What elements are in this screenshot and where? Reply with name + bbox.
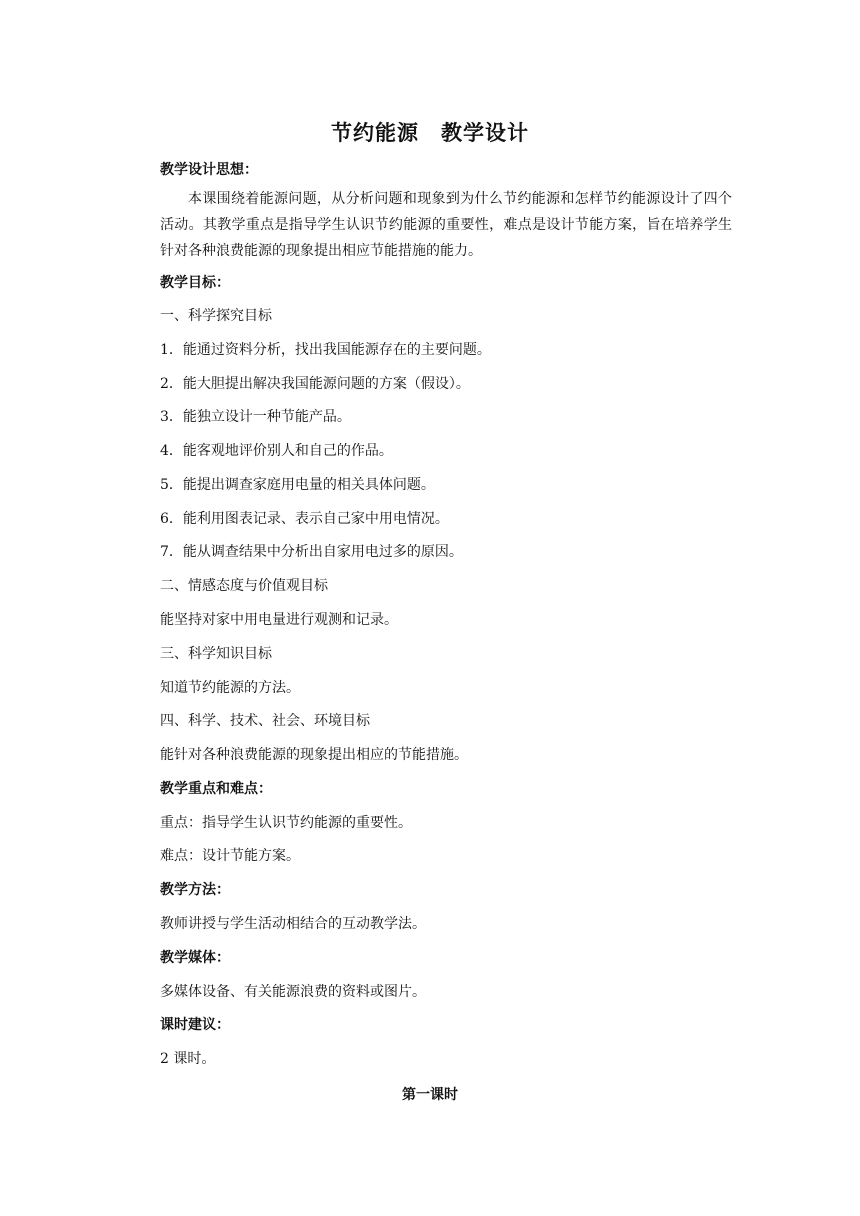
document-title: 节约能源 教学设计: [331, 121, 529, 145]
objective-item: 4．能客观地评价别人和自己的作品。: [160, 443, 393, 459]
design-thought-paragraph: 本课围绕着能源问题，从分析问题和现象到为什么节约能源和怎样节约能源设计了四个活动。其教学重点是指导学生认识节约能源的重要性，难点是设计节能方案，旨在培养学生针对各种浪费能源的现象提出相应节能措施的能力。: [160, 191, 732, 259]
method-text: 教师讲授与学生活动相结合的互动教学法。: [160, 916, 426, 932]
objective-section-3-text: 知道节约能源的方法。: [160, 680, 300, 696]
key-point-focus: 重点：指导学生认识节约能源的重要性。: [160, 815, 412, 831]
objective-section-2-title: 二、情感态度与价值观目标: [160, 578, 328, 594]
objective-section-4-text: 能针对各种浪费能源的现象提出相应的节能措施。: [160, 747, 468, 763]
objective-item: 7．能从调查结果中分析出自家用电过多的原因。: [160, 544, 463, 560]
media-text: 多媒体设备、有关能源浪费的资料或图片。: [160, 984, 426, 1000]
key-points-heading: 教学重点和难点：: [160, 781, 272, 797]
objective-item: 1．能通过资料分析，找出我国能源存在的主要问题。: [160, 342, 491, 358]
objective-item: 2．能大胆提出解决我国能源问题的方案（假设）。: [160, 376, 470, 392]
objective-section-2-text: 能坚持对家中用电量进行观测和记录。: [160, 612, 398, 628]
method-heading: 教学方法：: [160, 882, 230, 898]
schedule-heading: 课时建议：: [160, 1017, 230, 1033]
objective-item: 3．能独立设计一种节能产品。: [160, 409, 351, 425]
media-heading: 教学媒体：: [160, 950, 230, 966]
schedule-text: 2 课时。: [160, 1051, 216, 1067]
first-lesson-heading: 第一课时: [402, 1087, 458, 1103]
objective-section-3-title: 三、科学知识目标: [160, 646, 272, 662]
design-thought-heading: 教学设计思想：: [160, 162, 258, 178]
objective-item: 5．能提出调查家庭用电量的相关具体问题。: [160, 477, 435, 493]
objective-item: 6．能利用图表记录、表示自己家中用电情况。: [160, 511, 449, 527]
key-point-difficulty: 难点：设计节能方案。: [160, 848, 300, 864]
objective-section-4-title: 四、科学、技术、社会、环境目标: [160, 713, 370, 729]
objectives-heading: 教学目标：: [160, 275, 230, 291]
objective-section-1-title: 一、科学探究目标: [160, 308, 272, 324]
